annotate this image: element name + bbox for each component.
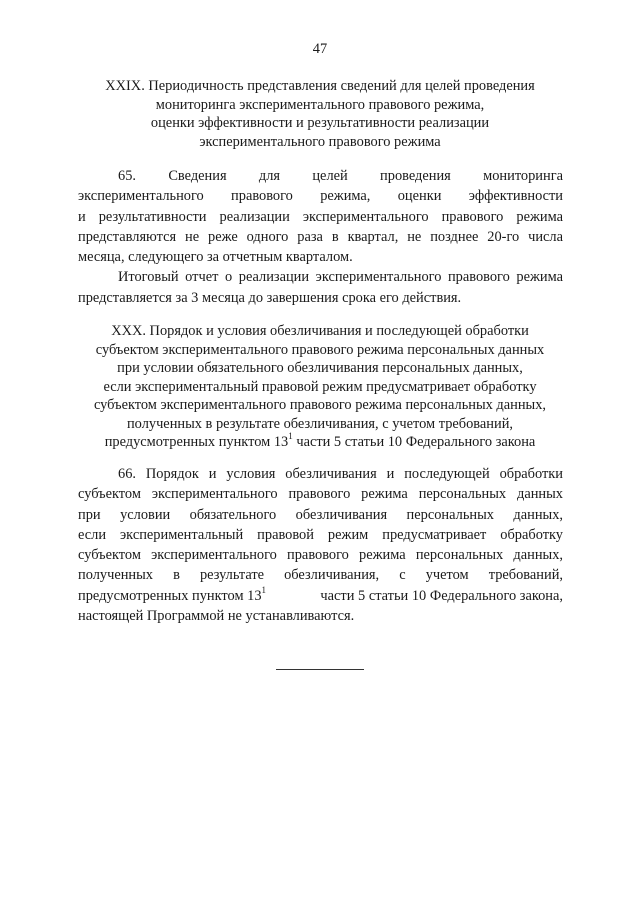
paragraph-65	[78, 166, 563, 308]
page-number: 47	[312, 41, 328, 57]
paragraph-line: субъектом экспериментального правового режима персональных данных,	[78, 547, 563, 564]
reference-text: предусмотренных пунктом 13	[78, 587, 262, 604]
heading-line: оценки эффективности и результативности реализации	[150, 115, 490, 131]
footnote-superscript: 1	[261, 584, 267, 595]
paragraph-line: 66. Порядок и условия обезличивания и последующей обработки	[118, 466, 563, 482]
reference-text: предусмотренных пунктом 13	[104, 434, 289, 450]
paragraph-line: настоящей Программой не устанавливаются.	[78, 608, 355, 625]
heading-line: субъектом экспериментального правового режима персональных данных,	[93, 397, 547, 413]
reference-text: части 5 статьи 10 Федерального закона,	[320, 587, 563, 604]
section-29-heading	[60, 77, 580, 151]
paragraph-line: субъектом экспериментального правового режима персональных данных	[78, 486, 563, 503]
paragraph-line: Итоговый отчет о реализации экспериментального правового режима	[118, 269, 563, 286]
paragraph-line: представляется за 3 месяца до завершения срока его действия.	[78, 289, 462, 306]
paragraph-line	[78, 586, 563, 606]
paragraph-line: месяца, следующего за отчетным кварталом.	[78, 249, 353, 266]
paragraph-66	[78, 464, 563, 626]
section-30-heading	[60, 322, 580, 452]
end-divider	[276, 669, 364, 670]
paragraph-line: и результативности реализации экспериментального правового режима	[78, 208, 563, 225]
heading-line: субъектом экспериментального правового режима персональных данных	[95, 341, 545, 358]
paragraph-line: экспериментального правового режима, оценки эффективности	[78, 188, 563, 205]
paragraph-line: полученных в результате обезличивания, с учетом требований,	[78, 567, 563, 584]
heading-line: полученных в результате обезличивания, с учетом требований,	[126, 415, 513, 432]
paragraph-line: если экспериментальный правовой режим предусматривает обработку	[78, 526, 563, 543]
heading-line: экспериментального правового режима	[199, 133, 441, 150]
paragraph-line: при условии обязательного обезличивания персональных данных,	[78, 506, 563, 523]
paragraph-line: представляются не реже одного раза в квартал, не позднее 20-го числа	[78, 228, 563, 245]
heading-line: при условии обязательного обезличивания персональных данных,	[117, 360, 523, 376]
heading-line: XXIX. Периодичность представления сведений для целей проведения	[105, 78, 535, 94]
heading-line	[60, 433, 580, 452]
heading-line: если экспериментальный правовой режим предусматривает обработку	[103, 378, 537, 395]
reference-text	[78, 586, 266, 606]
heading-line: XXX. Порядок и условия обезличивания и последующей обработки	[111, 323, 529, 339]
heading-line: мониторинга экспериментального правового режима,	[155, 96, 485, 113]
reference-text: части 5 статьи 10 Федерального закона	[292, 434, 536, 450]
footnote-superscript: 1	[288, 431, 293, 442]
paragraph-line: 65. Сведения для целей проведения мониторинга	[118, 168, 563, 184]
